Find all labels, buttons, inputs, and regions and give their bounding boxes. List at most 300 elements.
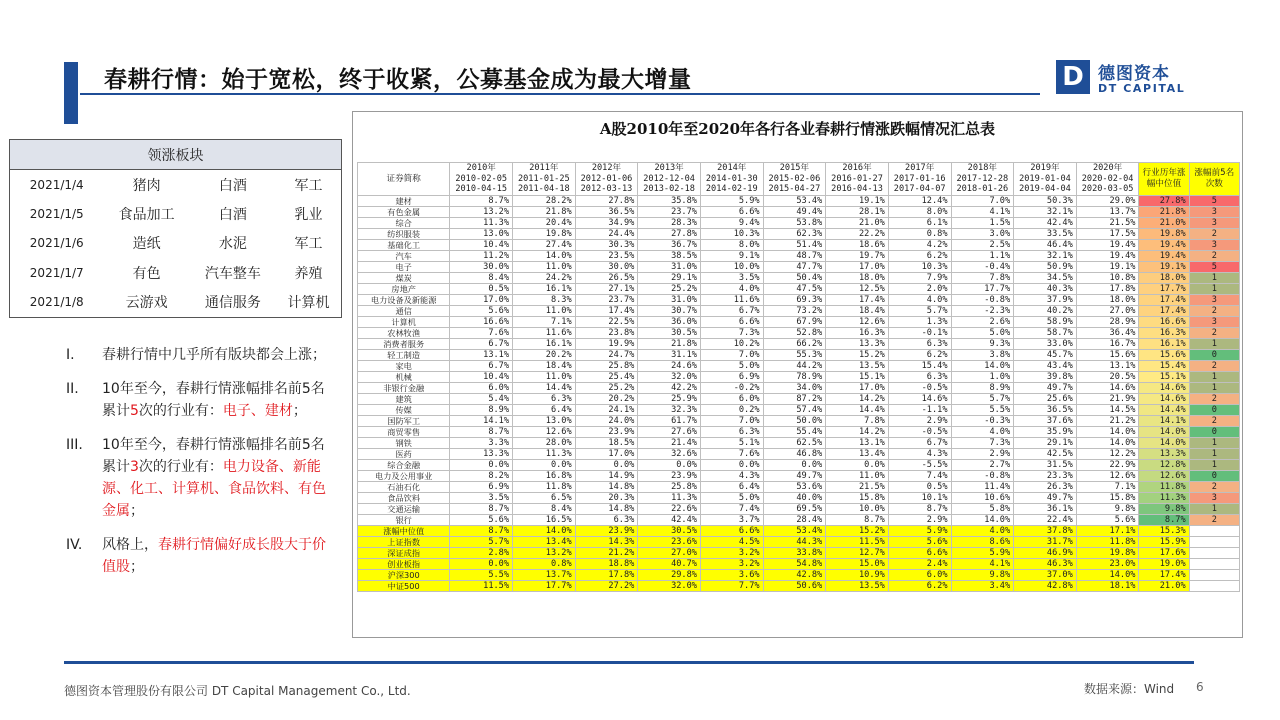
header-period-line: 2018-01-26 — [956, 184, 1009, 194]
summary-value: 37.0% — [1014, 569, 1077, 580]
row-value: 6.4% — [513, 404, 576, 415]
table-row — [358, 195, 1240, 206]
row-industry: 非银行金融 — [358, 382, 450, 393]
summary-value: 11.5% — [450, 580, 513, 591]
row-value: 19.7% — [826, 250, 889, 261]
header-period-line: 2019-04-04 — [1019, 184, 1071, 194]
row-value: -0.4% — [951, 261, 1014, 272]
row-value: 12.2% — [1076, 448, 1139, 459]
row-value: 8.0% — [888, 206, 951, 217]
row-value: 19.8% — [513, 228, 576, 239]
row-value: 17.0% — [826, 382, 889, 393]
row-value: 14.2% — [826, 426, 889, 437]
row-value: 11.0% — [826, 470, 889, 481]
row-industry: 轻工制造 — [358, 349, 450, 360]
row-median: 13.3% — [1139, 448, 1189, 459]
row-value: 6.3% — [513, 393, 576, 404]
row-top5-count: 3 — [1189, 294, 1239, 305]
row-value: 18.4% — [513, 360, 576, 371]
header-period-line: 2010-02-05 — [455, 173, 508, 184]
row-value: 30.0% — [575, 261, 638, 272]
summary-table — [357, 162, 1240, 592]
leading-date: 2021/1/6 — [29, 236, 84, 251]
row-median: 14.6% — [1139, 382, 1189, 393]
header-period-line: 2012-01-06 — [580, 173, 633, 184]
note-text — [102, 378, 334, 422]
row-industry: 钢铁 — [358, 437, 450, 448]
row-value: 6.7% — [700, 305, 763, 316]
header-period-line: 2011年 — [529, 163, 559, 173]
summary-value: 11.8% — [1076, 536, 1139, 547]
row-value: 12.4% — [888, 195, 951, 206]
row-value: 31.5% — [1014, 459, 1077, 470]
row-value: 2.9% — [951, 448, 1014, 459]
row-value: 11.3% — [513, 448, 576, 459]
leading-date: 2021/1/4 — [29, 177, 84, 192]
row-top5-count: 2 — [1189, 327, 1239, 338]
header-period — [888, 163, 951, 196]
row-value: 3.3% — [450, 437, 513, 448]
row-value: 13.2% — [450, 206, 513, 217]
row-value: 36.5% — [575, 206, 638, 217]
row-value: -1.1% — [888, 404, 951, 415]
row-value: 16.5% — [513, 514, 576, 525]
note-highlight: 电力设备、新能源、化工、计算机、食品饮料、有色金属 — [102, 459, 326, 519]
row-top5-count: 1 — [1189, 382, 1239, 393]
row-value: 23.3% — [1014, 470, 1077, 481]
row-median: 14.4% — [1139, 404, 1189, 415]
row-value: 32.3% — [638, 404, 701, 415]
header-period — [763, 163, 826, 196]
row-value: 8.7% — [450, 426, 513, 437]
row-value: 7.4% — [888, 470, 951, 481]
row-value: 10.4% — [450, 239, 513, 250]
row-value: 14.6% — [888, 393, 951, 404]
row-median: 8.7% — [1139, 514, 1189, 525]
title-underline — [80, 93, 1040, 95]
row-value: 25.2% — [575, 382, 638, 393]
row-top5-count: 0 — [1189, 426, 1239, 437]
header-period-line: 2020-02-04 — [1081, 173, 1134, 184]
row-value: 10.8% — [1076, 272, 1139, 283]
row-value: 10.2% — [700, 338, 763, 349]
row-value: 5.7% — [888, 305, 951, 316]
row-value: 52.8% — [763, 327, 826, 338]
row-value: 31.0% — [638, 294, 701, 305]
row-value: 30.7% — [638, 305, 701, 316]
header-period-line: 2020年 — [1092, 163, 1123, 173]
row-value: 31.1% — [638, 349, 701, 360]
row-industry: 石油石化 — [358, 481, 450, 492]
row-value: 58.9% — [1014, 316, 1077, 327]
row-value: 30.0% — [450, 261, 513, 272]
header-period-line: 2014年 — [717, 163, 747, 173]
header-period-line: 2017-04-07 — [893, 184, 946, 194]
row-value: 18.0% — [1076, 294, 1139, 305]
row-value: 0.5% — [450, 283, 513, 294]
summary-value: 23.0% — [1076, 558, 1139, 569]
row-value: 0.0% — [638, 459, 701, 470]
leading-sector-row — [10, 288, 342, 318]
row-value: 53.4% — [763, 195, 826, 206]
summary-row — [358, 580, 1240, 591]
row-value: 28.2% — [513, 195, 576, 206]
row-top5-count: 1 — [1189, 272, 1239, 283]
leading-sector: 通信服务 — [204, 295, 261, 312]
note-text — [102, 534, 334, 578]
row-industry: 电力设备及新能源 — [358, 294, 450, 305]
row-top5-count: 1 — [1189, 448, 1239, 459]
summary-value: 4.1% — [951, 558, 1014, 569]
row-value: 13.1% — [1076, 360, 1139, 371]
row-value: 34.5% — [1014, 272, 1077, 283]
table-row — [358, 437, 1240, 448]
row-value: 69.3% — [763, 294, 826, 305]
summary-value: 31.7% — [1014, 536, 1077, 547]
row-value: 19.1% — [1076, 261, 1139, 272]
table-row — [358, 294, 1240, 305]
row-value: 12.6% — [826, 316, 889, 327]
row-value: 25.4% — [575, 371, 638, 382]
summary-value: 17.4% — [1139, 569, 1189, 580]
row-median: 19.8% — [1139, 228, 1189, 239]
note-item — [66, 344, 334, 366]
row-value: 3.7% — [700, 514, 763, 525]
row-median: 12.8% — [1139, 459, 1189, 470]
header-period-line: 2019-01-04 — [1019, 173, 1071, 184]
header-period — [826, 163, 889, 196]
row-value: 0.0% — [450, 459, 513, 470]
row-value: 1.1% — [951, 250, 1014, 261]
row-value: 32.1% — [1014, 206, 1077, 217]
row-value: 17.4% — [826, 294, 889, 305]
table-row — [358, 261, 1240, 272]
note-highlight: 3 — [130, 459, 139, 475]
row-value: 45.7% — [1014, 349, 1077, 360]
table-row — [358, 448, 1240, 459]
row-value: 11.3% — [638, 492, 701, 503]
row-value: 42.4% — [638, 514, 701, 525]
summary-row — [358, 569, 1240, 580]
row-top5-count: 1 — [1189, 338, 1239, 349]
header-period-line: 2020-03-05 — [1081, 184, 1134, 194]
row-value: 62.3% — [763, 228, 826, 239]
table-row — [358, 382, 1240, 393]
summary-value: 15.9% — [1139, 536, 1189, 547]
row-value: 5.0% — [951, 327, 1014, 338]
row-value: 0.0% — [513, 459, 576, 470]
note-text — [102, 434, 334, 522]
row-value: -0.5% — [888, 382, 951, 393]
table-row — [358, 283, 1240, 294]
row-value: 36.7% — [638, 239, 701, 250]
leading-sector: 军工 — [294, 236, 323, 253]
header-period-line: 2015年 — [779, 163, 810, 173]
row-value: 17.0% — [450, 294, 513, 305]
note-number: II. — [66, 381, 79, 397]
row-value: 19.1% — [826, 195, 889, 206]
leading-sector: 乳业 — [294, 206, 323, 223]
row-value: 7.3% — [700, 327, 763, 338]
summary-value: 6.2% — [888, 580, 951, 591]
row-industry: 商贸零售 — [358, 426, 450, 437]
row-median: 16.3% — [1139, 327, 1189, 338]
header-period-line: 2012-03-13 — [580, 184, 633, 194]
row-value: 28.4% — [763, 514, 826, 525]
row-value: 43.4% — [1014, 360, 1077, 371]
row-value: 0.2% — [700, 404, 763, 415]
summary-row — [358, 547, 1240, 558]
summary-value: 46.3% — [1014, 558, 1077, 569]
note-segment: 10年至今，春耕行情涨幅排名前5名累计 — [102, 381, 325, 419]
summary-value: 5.5% — [450, 569, 513, 580]
table-row — [358, 470, 1240, 481]
row-value: 6.4% — [700, 481, 763, 492]
leading-sectors-header: 领涨板块 — [10, 140, 342, 170]
row-value: 44.2% — [763, 360, 826, 371]
note-segment: 10年至今，春耕行情涨幅排名前5名累计 — [102, 437, 325, 475]
header-period — [1014, 163, 1077, 196]
summary-value: 23.6% — [638, 536, 701, 547]
summary-row — [358, 536, 1240, 547]
row-value: 7.9% — [888, 272, 951, 283]
row-value: 16.7% — [1076, 338, 1139, 349]
row-value: 14.0% — [1076, 426, 1139, 437]
row-value: 25.2% — [638, 283, 701, 294]
row-value: 0.8% — [888, 228, 951, 239]
table-row — [358, 503, 1240, 514]
row-value: 40.3% — [1014, 283, 1077, 294]
summary-value: 37.8% — [1014, 525, 1077, 536]
row-value: 40.0% — [763, 492, 826, 503]
row-value: 36.1% — [1014, 503, 1077, 514]
row-value: 3.8% — [951, 349, 1014, 360]
row-value: 49.4% — [763, 206, 826, 217]
row-value: 5.9% — [700, 195, 763, 206]
summary-value: 19.0% — [1139, 558, 1189, 569]
table-row — [358, 514, 1240, 525]
row-value: 5.0% — [700, 492, 763, 503]
row-value: 42.4% — [1014, 217, 1077, 228]
row-value: 7.0% — [951, 195, 1014, 206]
row-value: 6.5% — [513, 492, 576, 503]
row-value: 7.6% — [700, 448, 763, 459]
row-value: 4.2% — [888, 239, 951, 250]
leading-sector: 计算机 — [287, 295, 330, 312]
row-industry: 电力及公用事业 — [358, 470, 450, 481]
row-value: 28.0% — [513, 437, 576, 448]
row-value: 8.2% — [450, 470, 513, 481]
header-period-line: 2019年 — [1030, 163, 1060, 173]
row-value: 6.2% — [888, 349, 951, 360]
summary-value: 17.8% — [575, 569, 638, 580]
leading-sector-row — [10, 258, 342, 288]
row-top5-count: 3 — [1189, 239, 1239, 250]
row-value: 4.0% — [951, 426, 1014, 437]
summary-value: 13.4% — [513, 536, 576, 547]
header-period-line: 2011-01-25 — [517, 173, 570, 184]
logo-name-en: DT CAPITAL — [1098, 82, 1186, 95]
leading-sector-row — [10, 199, 342, 229]
row-industry: 有色金属 — [358, 206, 450, 217]
row-value: 18.6% — [826, 239, 889, 250]
row-value: 6.7% — [450, 338, 513, 349]
row-value: 25.6% — [1014, 393, 1077, 404]
row-industry: 家电 — [358, 360, 450, 371]
footer-company: 德图资本管理股份有限公司 DT Capital Management Co., Ltd. — [64, 684, 411, 698]
row-value: 18.4% — [826, 305, 889, 316]
row-value: 34.9% — [575, 217, 638, 228]
summary-label: 上证指数 — [358, 536, 450, 547]
row-value: 6.3% — [700, 426, 763, 437]
summary-value: 6.6% — [700, 525, 763, 536]
row-value: 8.7% — [450, 195, 513, 206]
row-value: 37.6% — [1014, 415, 1077, 426]
row-value: 28.1% — [826, 206, 889, 217]
summary-label: 沪深300 — [358, 569, 450, 580]
table-row — [358, 481, 1240, 492]
summary-label: 创业板指 — [358, 558, 450, 569]
summary-row — [358, 525, 1240, 536]
row-value: 0.5% — [888, 481, 951, 492]
row-industry: 纺织服装 — [358, 228, 450, 239]
row-value: 14.4% — [513, 382, 576, 393]
row-value: 13.7% — [1076, 206, 1139, 217]
row-value: 22.4% — [1014, 514, 1077, 525]
summary-value: 5.9% — [951, 547, 1014, 558]
row-value: 11.0% — [513, 371, 576, 382]
table-row — [358, 393, 1240, 404]
row-value: 13.0% — [450, 228, 513, 239]
row-value: 22.6% — [638, 503, 701, 514]
row-value: 0.0% — [700, 459, 763, 470]
row-value: 8.3% — [513, 294, 576, 305]
note-segment: ； — [130, 559, 144, 575]
row-median: 17.7% — [1139, 283, 1189, 294]
leading-sectors-table — [9, 139, 342, 318]
row-value: 36.0% — [638, 316, 701, 327]
logo-mark-icon: D — [1056, 60, 1090, 94]
row-value: 21.2% — [1076, 415, 1139, 426]
leading-sector-row — [10, 170, 342, 200]
row-value: 12.5% — [826, 283, 889, 294]
row-industry: 汽车 — [358, 250, 450, 261]
row-industry: 农林牧渔 — [358, 327, 450, 338]
table-row — [358, 327, 1240, 338]
row-value: 24.0% — [575, 415, 638, 426]
summary-value: 3.6% — [700, 569, 763, 580]
row-value: 25.8% — [575, 360, 638, 371]
leading-sector: 食品加工 — [118, 206, 175, 223]
summary-value: 15.2% — [826, 525, 889, 536]
note-item — [66, 534, 334, 578]
row-value: 8.9% — [450, 404, 513, 415]
row-industry: 建材 — [358, 195, 450, 206]
row-value: 49.7% — [1014, 382, 1077, 393]
row-top5-count: 2 — [1189, 228, 1239, 239]
row-median: 19.4% — [1139, 239, 1189, 250]
header-period-line: 2012-12-04 — [643, 173, 695, 184]
row-value: 6.3% — [888, 371, 951, 382]
row-industry: 计算机 — [358, 316, 450, 327]
row-value: 4.3% — [700, 470, 763, 481]
row-top5-count: 0 — [1189, 349, 1239, 360]
row-value: 33.5% — [1014, 228, 1077, 239]
header-period — [951, 163, 1014, 196]
row-value: 50.4% — [763, 272, 826, 283]
title-accent-bar — [64, 62, 78, 124]
company-logo — [1056, 60, 1246, 98]
note-segment: 春耕行情中几乎所有版块都会上涨； — [102, 347, 326, 363]
note-highlight: 5 — [130, 403, 139, 419]
row-value: 10.3% — [888, 261, 951, 272]
summary-value: 10.9% — [826, 569, 889, 580]
row-top5-count: 1 — [1189, 437, 1239, 448]
row-value: 11.4% — [951, 481, 1014, 492]
header-period-line: 2011-04-18 — [517, 184, 570, 194]
row-median: 14.1% — [1139, 415, 1189, 426]
row-median: 15.1% — [1139, 371, 1189, 382]
row-median: 17.4% — [1139, 294, 1189, 305]
note-item — [66, 378, 334, 422]
row-value: 46.4% — [1014, 239, 1077, 250]
row-value: 57.4% — [763, 404, 826, 415]
row-value: 7.3% — [951, 437, 1014, 448]
row-value: 27.8% — [575, 195, 638, 206]
row-value: 15.8% — [1076, 492, 1139, 503]
header-period-line: 2013-02-18 — [643, 184, 695, 194]
row-industry: 国防军工 — [358, 415, 450, 426]
leading-sector: 军工 — [294, 177, 323, 194]
summary-value: 2.8% — [450, 547, 513, 558]
summary-table-panel — [352, 111, 1243, 638]
row-value: 11.2% — [450, 250, 513, 261]
row-industry: 医药 — [358, 448, 450, 459]
summary-table-title: A股2010年至2020年各行各业春耕行情涨跌幅情况汇总表 — [599, 120, 996, 138]
row-value: 24.4% — [575, 228, 638, 239]
header-top5-col: 涨幅前5名次数 — [1189, 163, 1239, 196]
summary-value: 30.5% — [638, 525, 701, 536]
row-value: 12.6% — [513, 426, 576, 437]
row-value: 24.7% — [575, 349, 638, 360]
header-period-line: 2015-02-06 — [768, 173, 821, 184]
summary-value: 27.2% — [575, 580, 638, 591]
row-value: 13.3% — [450, 448, 513, 459]
row-value: 21.5% — [826, 481, 889, 492]
row-value: -0.8% — [951, 294, 1014, 305]
summary-value: 14.0% — [513, 525, 576, 536]
table-row — [358, 217, 1240, 228]
note-item — [66, 434, 334, 522]
row-value: 3.0% — [951, 228, 1014, 239]
row-value: 31.0% — [638, 261, 701, 272]
row-value: 18.0% — [826, 272, 889, 283]
row-value: 1.5% — [951, 217, 1014, 228]
row-value: 13.3% — [826, 338, 889, 349]
row-top5-count: 2 — [1189, 481, 1239, 492]
summary-value: 6.6% — [888, 547, 951, 558]
summary-value: 54.8% — [763, 558, 826, 569]
leading-sector: 白酒 — [218, 206, 247, 223]
row-value: 30.5% — [638, 327, 701, 338]
summary-value: 8.7% — [450, 525, 513, 536]
row-value: 6.1% — [888, 217, 951, 228]
summary-value: 12.7% — [826, 547, 889, 558]
row-value: 17.0% — [575, 448, 638, 459]
row-value: 23.8% — [575, 327, 638, 338]
row-value: 73.2% — [763, 305, 826, 316]
row-value: 14.5% — [1076, 404, 1139, 415]
